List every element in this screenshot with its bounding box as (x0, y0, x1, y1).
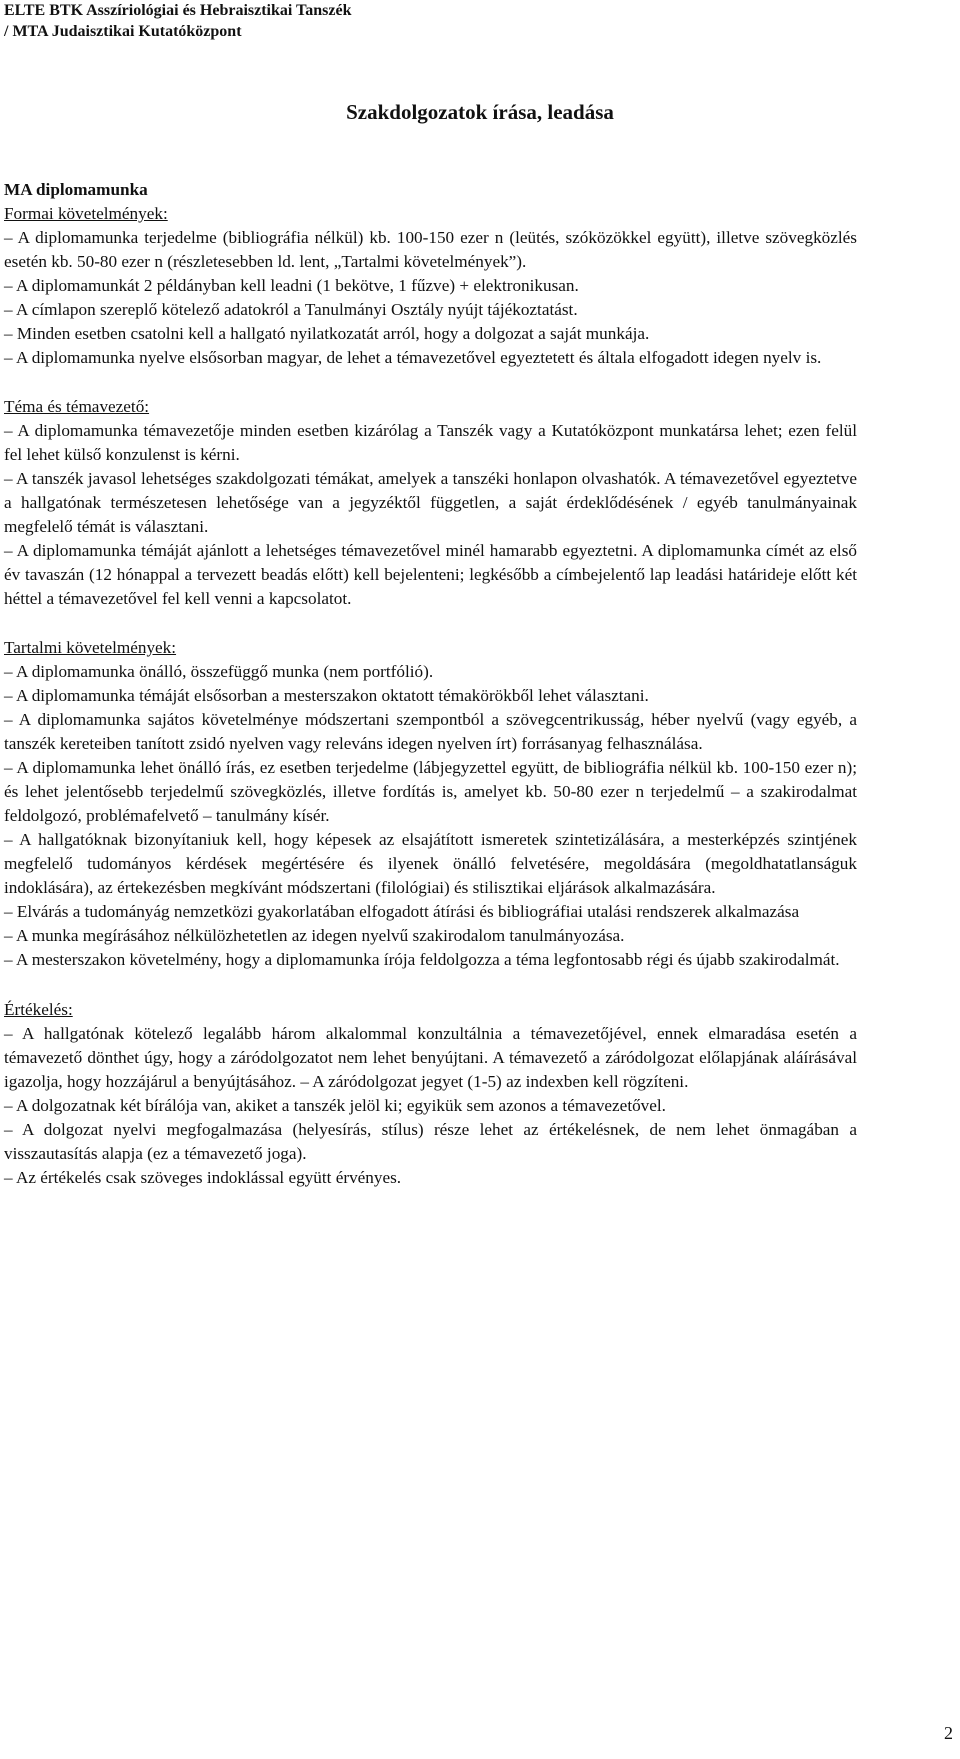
content-item: – A diplomamunka önálló, összefüggő munka (nem portfólió). (4, 662, 434, 681)
evaluation-item: – A hallgatónak kötelező legalább három alkalommal konzultálnia a témavezetőjével, ennek elmaradása esetén a témavezető dönthet úgy, hogy a záródolgozatot nem lehet benyújtani. A témavezető a záródolgozat előlapjának aláírásával igazolja, hogy hozzájárul a benyújtásához. – A záródolgozat jegyet (1-5) az indexben kell rögzíteni. (4, 1024, 857, 1091)
evaluation-item: – A dolgozatnak két bírálója van, akiket a tanszék jelöl ki; egyikük sem azonos a témavezetővel. (4, 1096, 666, 1115)
content-item: – A diplomamunka témáját elsősorban a mesterszakon oktatott témakörökből lehet választani. (4, 686, 649, 705)
content-item: – A diplomamunka lehet önálló írás, ez esetben terjedelme (lábjegyzettel együtt, de bibliográfia nélkül kb. 100-150 ezer n); és lehet jelentősebb terjedelmű szövegközlés, illetve fordítás is, amelyet kb. 50-80 ezer n terjedelmű – a szakirodalmat feldolgozó, problémafelvető – tanulmány kísér. (4, 758, 857, 825)
topic-item: – A diplomamunka témavezetője minden esetben kizárólag a Tanszék vagy a Kutatóközpont munkatársa lehet; ezen felül fel lehet külső konzulenst is kérni. (4, 421, 857, 464)
evaluation-heading: Értékelés: (4, 1000, 73, 1019)
evaluation-item: – A dolgozat nyelvi megfogalmazása (helyesírás, stílus) része lehet az értékelésnek, de nem lehet önmagában a visszautasítás alapja (ez a témavezető joga). (4, 1120, 857, 1163)
page-number: 2 (944, 1723, 953, 1743)
content-requirements-heading: Tartalmi követelmények: (4, 638, 177, 657)
formal-item: – A címlapon szereplő kötelező adatokról a Tanulmányi Osztály nyújt tájékoztatást. (4, 300, 578, 319)
formal-item: – Minden esetben csatolni kell a hallgató nyilatkozatát arról, hogy a dolgozat a saját munkája. (4, 324, 650, 343)
evaluation-item: – Az értékelés csak szöveges indoklással együtt érvényes. (4, 1168, 402, 1187)
topic-item: – A diplomamunka témáját ajánlott a lehetséges témavezetővel minél hamarabb egyeztetni. A diplomamunka címét az első év tavaszán (12 hónappal a tervezett beadás előtt) kell bejelenteni; legkésőbb a címbejelentő lap leadási határideje előtt két héttel a témavezetővel fel kell venni a kapcsolatot. (4, 541, 857, 608)
content-item: – Elvárás a tudományág nemzetközi gyakorlatában elfogadott átírási és bibliográfiai utalási rendszerek alkalmazása (4, 902, 800, 921)
formal-item: – A diplomamunka nyelve elsősorban magyar, de lehet a témavezetővel egyeztetett és általa elfogadott idegen nyelv is. (4, 348, 822, 367)
page-title: Szakdolgozatok írása, leadása (346, 100, 614, 124)
content-item: – A diplomamunka sajátos követelménye módszertani szempontból a szövegcentrikusság, héber nyelvű (vagy egyéb, a tanszék kereteiben tanított zsidó nyelven vagy releváns idegen nyelven írt) forrásanyag felhasználása. (4, 710, 857, 753)
formal-item: – A diplomamunkát 2 példányban kell leadni (1 bekötve, 1 fűzve) + elektronikusan. (4, 276, 579, 295)
topic-heading: Téma és témavezető: (4, 397, 150, 416)
formal-item: – A diplomamunka terjedelme (bibliográfia nélkül) kb. 100-150 ezer n (leütés, szóközökkel együtt), illetve szövegközlés esetén kb. 50-80 ezer n (részletesebben ld. lent, „Tartalmi követelmények”). (4, 228, 857, 271)
content-item: – A hallgatóknak bizonyítaniuk kell, hogy képesek az elsajátított ismeretek szintetizálására, a mesterképzés szintjének megfelelő tudományos kérdések megértésére és ilyenek önálló felvetésére, megoldására (megoldhatatlanságuk indoklására), az értekezésben megkívánt módszertani (filológiai) és stilisztikai eljárások alkalmazására. (4, 830, 857, 897)
section-heading: MA diplomamunka (4, 180, 148, 199)
header-line-1: ELTE BTK Asszíriológiai és Hebraisztikai Tanszék (4, 2, 352, 19)
document-header (4, 0, 351, 42)
content-item: – A munka megírásához nélkülözhetetlen az idegen nyelvű szakirodalom tanulmányozása. (4, 926, 625, 945)
header-line-2: / MTA Judaisztikai Kutatóközpont (4, 23, 242, 40)
topic-item: – A tanszék javasol lehetséges szakdolgozati témákat, amelyek a tanszéki honlapon olvashatók. A témavezetővel egyeztetve a hallgatónak természetesen lehetősége van a jegyzéktől független, a saját érdeklődésének / egyéb tanulmányainak megfelelő témát is választani. (4, 469, 857, 536)
formal-requirements-heading: Formai követelmények: (4, 204, 168, 223)
content-item: – A mesterszakon követelmény, hogy a diplomamunka írója feldolgozza a téma legfontosabb régi és újabb szakirodalmát. (4, 950, 840, 969)
document-body (4, 178, 857, 1190)
